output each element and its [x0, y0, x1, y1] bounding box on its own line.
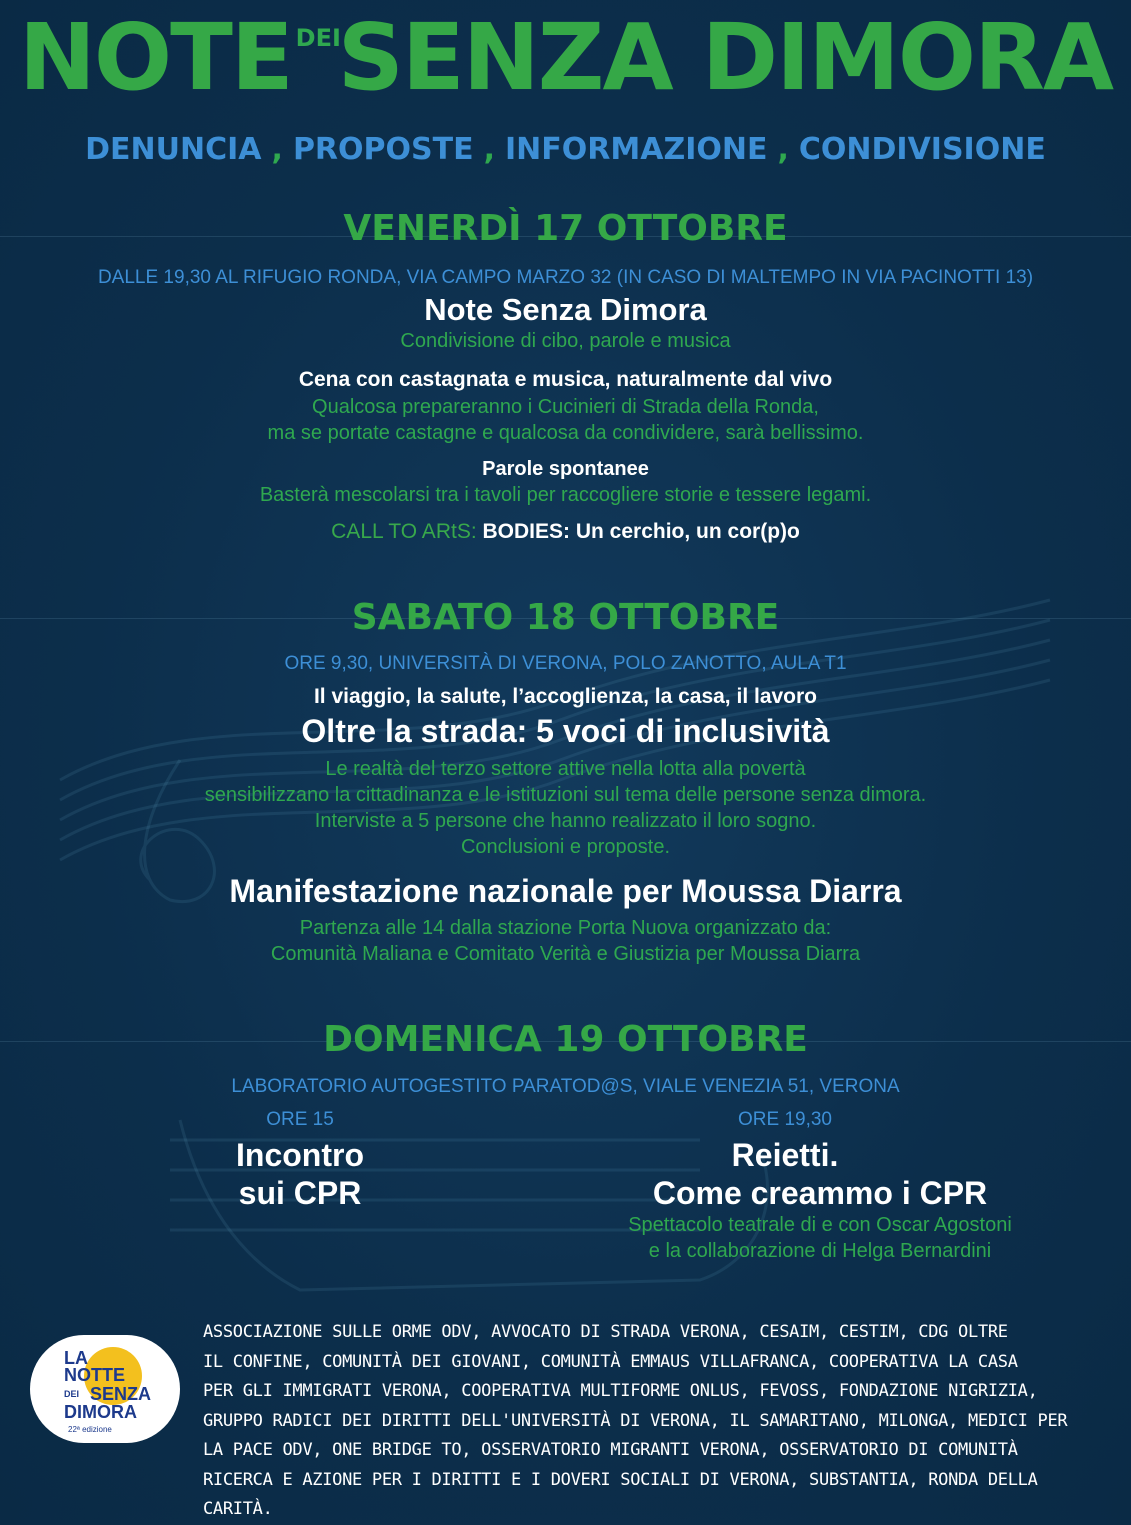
friday-words-line: Basterà mescolarsi tra i tavoli per raccogliere storie e tessere legami.	[259, 484, 872, 506]
friday-venue: DALLE 19,30 AL RIFUGIO RONDA, VIA CAMPO MARZO 32 (IN CASO DI MALTEMPO IN VIA PACINOTTI 13)	[97, 267, 1034, 288]
organizers-line: LA PACE ODV, ONE BRIDGE TO, OSSERVATORIO MIGRANTI VERONA, OSSERVATORIO DI COMUNITÀ	[203, 1440, 1018, 1460]
organizers-line: IL CONFINE, COMUNITÀ DEI GIOVANI, COMUNITÀ EMMAUS VILLAFRANCA, COOPERATIVA LA CASA	[203, 1351, 1018, 1372]
organizers-line: GRUPPO RADICI DEI DIRITTI DELL'UNIVERSITÀ DI VERONA, IL SAMARITANO, MILONGA, MEDICI PER	[203, 1410, 1068, 1431]
saturday-demo-line1: Partenza alle 14 dalla stazione Porta Nuova organizzato da:	[299, 917, 832, 939]
friday-day-heading: VENERDÌ 17 OTTOBRE	[343, 208, 788, 249]
call-label: CALL TO ARtS:	[331, 520, 477, 543]
left-event-time: ORE 15	[266, 1109, 334, 1130]
right-event-title-line2: Come creammo i CPR	[652, 1175, 988, 1211]
friday-dinner-line2: ma se portate castagne e qualcosa da condividere, sarà bellissimo.	[267, 422, 864, 444]
saturday-desc-line4: Conclusioni e proposte.	[460, 836, 670, 858]
organizers-line: RICERCA E AZIONE PER I DIRITTI E I DOVERI SOCIALI DI VERONA, SUBSTANTIA, RONDA DELLA CARITÀ.	[203, 1469, 1038, 1519]
right-event-line2: e la collaborazione di Helga Bernardini	[648, 1240, 992, 1262]
friday-event-subtitle: Condivisione di cibo, parole e musica	[400, 330, 731, 352]
sunday-venue: LABORATORIO AUTOGESTITO PARATOD@S, VIALE VENEZIA 51, VERONA	[231, 1076, 900, 1097]
title-senza-dimora: SENZA DIMORA	[337, 4, 1113, 111]
saturday-venue: ORE 9,30, UNIVERSITÀ DI VERONA, POLO ZANOTTO, AULA T1	[284, 653, 847, 674]
subtitle-informazione: INFORMAZIONE	[505, 132, 768, 167]
friday-dinner-title: Cena con castagnata e musica, naturalmente dal vivo	[298, 368, 833, 391]
sunday-right-event	[570, 1107, 1100, 1264]
subtitle-condivisione: CONDIVISIONE	[798, 132, 1046, 167]
organizers-list	[203, 1318, 1103, 1525]
saturday-demo-line2: Comunità Maliana e Comitato Verità e Giustizia per Moussa Diarra	[270, 943, 861, 965]
saturday-topics: Il viaggio, la salute, l’accoglienza, la casa, il lavoro	[313, 685, 818, 708]
saturday-event-title: Oltre la strada: 5 voci di inclusività	[301, 713, 830, 749]
title-dei: DEI	[295, 24, 341, 52]
sunday-left-event	[150, 1107, 450, 1212]
left-event-title-line2: sui CPR	[238, 1175, 362, 1211]
right-event-line1: Spettacolo teatrale di e con Oscar Agostoni	[628, 1214, 1012, 1236]
saturday-desc-line2: sensibilizzano la cittadinanza e le istituzioni sul tema delle persone senza dimora.	[204, 784, 927, 806]
subtitle-proposte: PROPOSTE	[292, 132, 474, 167]
friday-words-title: Parole spontanee	[482, 458, 649, 480]
organizers-line: ASSOCIAZIONE SULLE ORME ODV, AVVOCATO DI STRADA VERONA, CESAIM, CESTIM, CDG OLTRE	[203, 1322, 1008, 1342]
poster-subtitle: DENUNCIA , PROPOSTE , INFORMAZIONE , CONDIVISIONE	[85, 132, 1046, 167]
saturday-desc-line1: Le realtà del terzo settore attive nella lotta alla povertà	[325, 758, 806, 780]
friday-event-title: Note Senza Dimora	[424, 292, 707, 327]
friday-call-to-arts	[0, 518, 1131, 546]
la-notte-dei-senza-dimora-logo: LA NOTTE SENZA DEI DIMORA 22ª edizione	[30, 1335, 180, 1443]
saturday-demo-title: Manifestazione nazionale per Moussa Diarra	[229, 873, 902, 909]
saturday-day-heading: SABATO 18 OTTOBRE	[351, 597, 780, 638]
call-text: BODIES: Un cerchio, un cor(p)o	[482, 520, 800, 543]
sunday-day-heading: DOMENICA 19 OTTOBRE	[323, 1019, 808, 1060]
right-event-time: ORE 19,30	[738, 1109, 832, 1130]
left-event-title-line1: Incontro	[236, 1137, 364, 1173]
organizers-line: PER GLI IMMIGRATI VERONA, COOPERATIVA MULTIFORME ONLUS, FEVOSS, FONDAZIONE NIGRIZIA,	[203, 1381, 1038, 1401]
saturday-desc-line3: Interviste a 5 persone che hanno realizzato il loro sogno.	[314, 810, 817, 832]
friday-dinner-line1: Qualcosa prepareranno i Cucinieri di Strada della Ronda,	[312, 396, 819, 418]
title-note: NOTE	[18, 4, 292, 111]
subtitle-denuncia: DENUNCIA	[85, 132, 262, 167]
poster-title	[0, 4, 1131, 111]
right-event-title-line1: Reietti.	[731, 1137, 839, 1173]
